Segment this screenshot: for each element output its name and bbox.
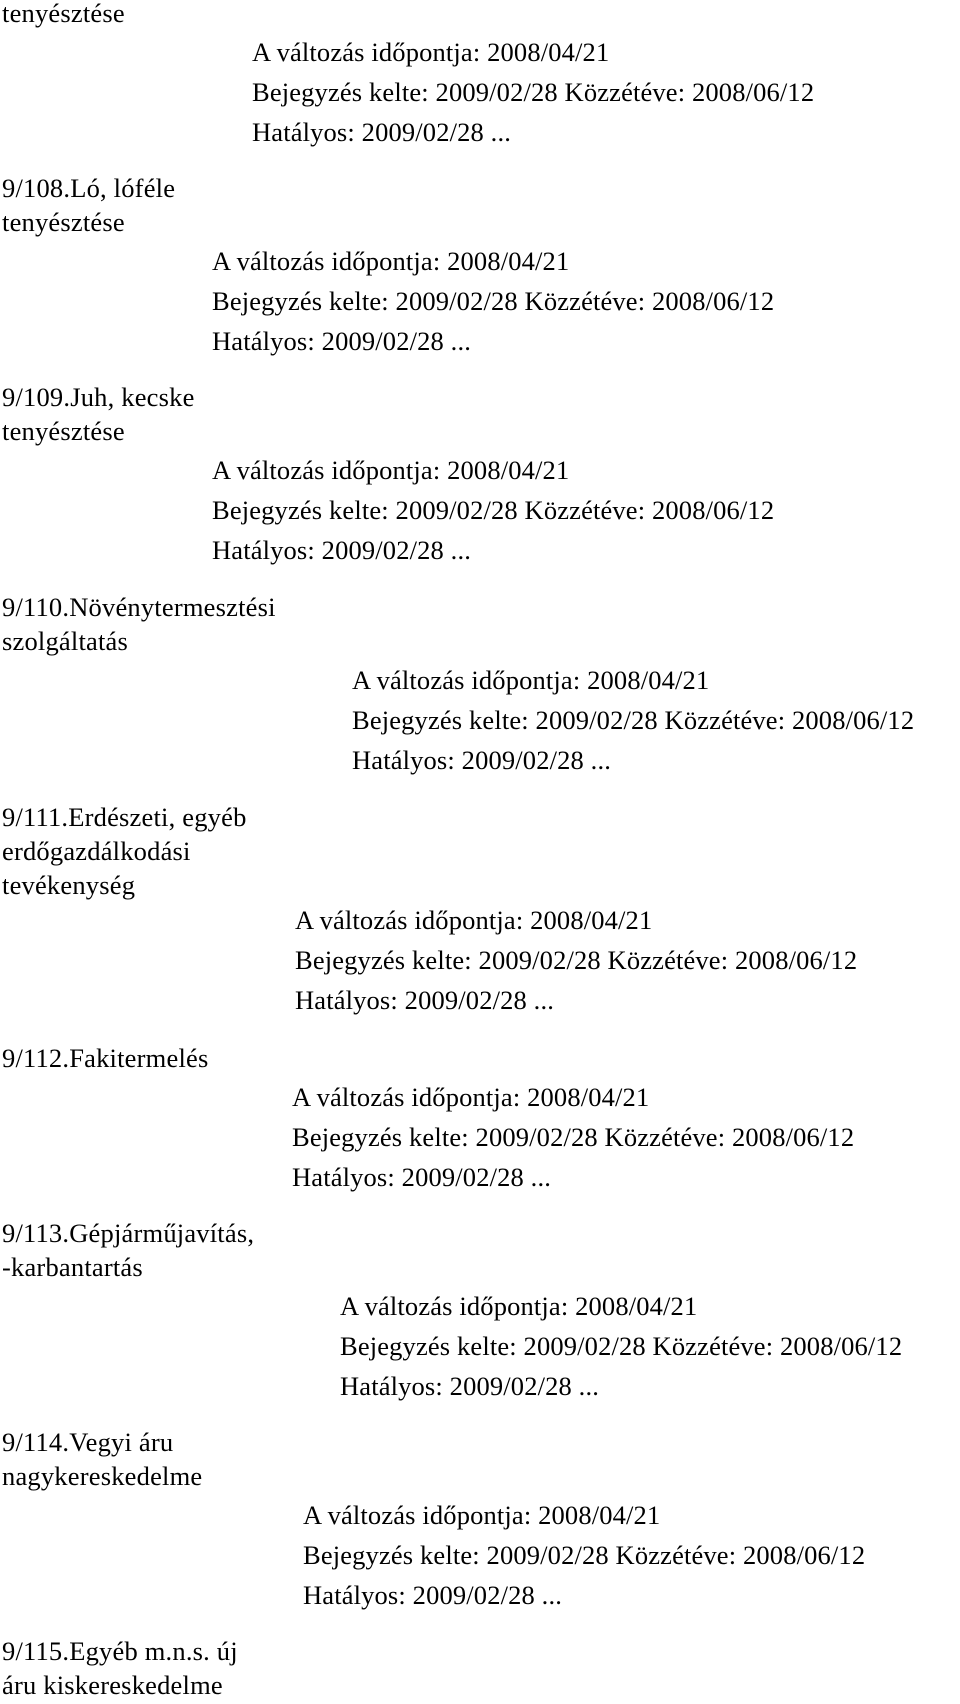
entry-dates: Bejegyzés kelte: 2009/02/28 Közzétéve: 2008/06/12 <box>292 1122 855 1152</box>
entry-heading <box>2 171 175 239</box>
entry-meta <box>212 450 774 570</box>
entry-heading-line: nagykereskedelme <box>2 1461 203 1491</box>
change-date: A változás időpontja: 2008/04/21 <box>212 246 570 276</box>
entry-heading-line: 9/111.Erdészeti, egyéb <box>2 802 247 832</box>
entry-heading-line: 9/109.Juh, kecske <box>2 382 195 412</box>
change-date: A változás időpontja: 2008/04/21 <box>212 455 570 485</box>
entry-heading <box>2 380 195 448</box>
entry-heading-line: tevékenység <box>2 870 136 900</box>
effective-date: Hatályos: 2009/02/28 ... <box>212 326 472 356</box>
effective-date: Hatályos: 2009/02/28 ... <box>352 745 612 775</box>
entry-heading <box>2 1425 202 1493</box>
entry-heading <box>2 0 125 30</box>
entry-meta <box>340 1286 902 1406</box>
entry-meta <box>252 32 814 152</box>
entry-heading-line: 9/113.Gépjárműjavítás, <box>2 1218 255 1248</box>
entry-meta <box>352 660 914 780</box>
effective-date: Hatályos: 2009/02/28 ... <box>295 985 555 1015</box>
entry-dates: Bejegyzés kelte: 2009/02/28 Közzétéve: 2008/06/12 <box>252 77 815 107</box>
change-date: A változás időpontja: 2008/04/21 <box>340 1291 698 1321</box>
entry-heading-line: szolgáltatás <box>2 626 129 656</box>
entry-meta <box>212 241 774 361</box>
entry-heading-line: 9/114.Vegyi áru <box>2 1427 174 1457</box>
entry-dates: Bejegyzés kelte: 2009/02/28 Közzétéve: 2008/06/12 <box>212 286 775 316</box>
entry-heading-line: 9/110.Növénytermesztési <box>2 592 276 622</box>
entry-heading <box>2 1041 208 1075</box>
entry-heading-line: erdőgazdálkodási <box>2 836 191 866</box>
entry-meta <box>303 1495 865 1615</box>
entry-heading <box>2 1634 238 1702</box>
entry-heading-line: áru kiskereskedelme <box>2 1670 223 1700</box>
change-date: A változás időpontja: 2008/04/21 <box>252 37 610 67</box>
effective-date: Hatályos: 2009/02/28 ... <box>292 1162 552 1192</box>
effective-date: Hatályos: 2009/02/28 ... <box>303 1580 563 1610</box>
effective-date: Hatályos: 2009/02/28 ... <box>340 1371 600 1401</box>
entry-heading-line: tenyésztése <box>2 0 125 28</box>
entry-heading-line: 9/112.Fakitermelés <box>2 1043 209 1073</box>
entry-heading-line: 9/108.Ló, lóféle <box>2 173 176 203</box>
entry-meta <box>292 1077 854 1197</box>
effective-date: Hatályos: 2009/02/28 ... <box>212 535 472 565</box>
entry-meta <box>295 900 857 1020</box>
entry-heading-line: tenyésztése <box>2 416 125 446</box>
entry-heading-line: -karbantartás <box>2 1252 143 1282</box>
entry-heading <box>2 590 276 658</box>
entry-heading <box>2 1216 254 1284</box>
entry-dates: Bejegyzés kelte: 2009/02/28 Közzétéve: 2008/06/12 <box>212 495 775 525</box>
entry-heading <box>2 800 247 902</box>
change-date: A változás időpontja: 2008/04/21 <box>303 1500 661 1530</box>
entry-dates: Bejegyzés kelte: 2009/02/28 Közzétéve: 2008/06/12 <box>352 705 915 735</box>
entry-dates: Bejegyzés kelte: 2009/02/28 Közzétéve: 2008/06/12 <box>340 1331 903 1361</box>
change-date: A változás időpontja: 2008/04/21 <box>352 665 710 695</box>
entry-heading-line: tenyésztése <box>2 207 125 237</box>
effective-date: Hatályos: 2009/02/28 ... <box>252 117 512 147</box>
entry-dates: Bejegyzés kelte: 2009/02/28 Közzétéve: 2008/06/12 <box>295 945 858 975</box>
change-date: A változás időpontja: 2008/04/21 <box>295 905 653 935</box>
entry-heading-line: 9/115.Egyéb m.n.s. új <box>2 1636 238 1666</box>
entry-dates: Bejegyzés kelte: 2009/02/28 Közzétéve: 2008/06/12 <box>303 1540 866 1570</box>
change-date: A változás időpontja: 2008/04/21 <box>292 1082 650 1112</box>
